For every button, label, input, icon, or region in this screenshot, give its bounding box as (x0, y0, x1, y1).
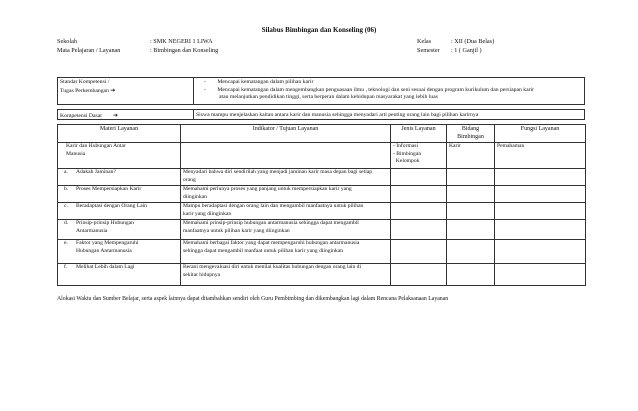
standar-item: Mencapai kematangan dalam mengembangkan penguasaan ilmu , teknologi dan seni sesuai dengan program kurikulum dan persiapan karir (217, 86, 534, 93)
kompetensi-text: Siswa mampu menjelaskan kaitan antara karir dan manusia sehingga menyadari arti penting orang lain bagi pilihan karirnya (196, 111, 479, 118)
standar-items: - Mencapai kematangan dalam pilihan karir - Mencapai kematangan dalam mengembangkan penguasaan ilmu , teknologi dan seni sesuai dengan program kurikulum dan persiapan karir atau melanjutkan pendidikan tinggi, serta berperan dalam kehidupan masyarakat yang lebih luas (204, 79, 534, 101)
topic-jenis: - Informasi - Bimbingan Kelompok (391, 142, 447, 168)
table-row (58, 202, 586, 219)
header-subject (57, 46, 357, 55)
class-label: Kelas (417, 38, 432, 45)
row-materi: d. Prinsip-prinsip Hubungan Antarmanusia (58, 219, 181, 239)
header-materi: Materi Layanan (58, 125, 181, 143)
kompetensi-label: Kompetensi Dasar ➔ (60, 111, 119, 119)
table-row (58, 239, 586, 263)
topic-materi: Karir dan Hubungan Antar Manusia (58, 142, 181, 168)
row-indikator: Menyadari bahwa diri sendirilah yang menjadi jaminan karir masa depan bagi setiap orang (181, 168, 391, 185)
table-row (58, 263, 586, 285)
row-indikator: Memahami perlunya proses yang panjang untuk mempersiapkan karir yang diinginkan (181, 185, 391, 202)
standar-label: Standar Kompetensi / Tugas Perkembangan ➔ (60, 79, 116, 94)
topic-fungsi: Pemahaman (495, 142, 586, 168)
header-fungsi: Fungsi Layanan (495, 125, 586, 143)
school-value: : SMK NEGERI 1 LIWA (150, 38, 213, 45)
standar-item: Mencapai kematangan dalam pilihan karir (217, 79, 314, 85)
header-bidang: Bidang Bimbingan (447, 125, 495, 143)
kompetensi-dasar-box (57, 109, 585, 120)
row-indikator: Memahami berbagai faktor yang dapat mempengaruhi hubungan antarmanusia sehingga dapat mengambil manfaat untuk pilihan karir yang diinginkan (181, 239, 391, 263)
semester-label: Semester (417, 47, 440, 54)
table-header-row (58, 125, 586, 143)
header-semester (417, 46, 577, 55)
row-materi: f. Melihat Lebih dalam Lagi (58, 263, 181, 285)
footer-note: Alokasi Waktu dan Sumber Belajar, serta aspek lainnya dapat ditambahkan sendiri oleh Guru Pembimbing dan dikembangkan lagi dalam Rencana Pelaksanaan Layanan (57, 296, 449, 302)
topic-bidang: Karir (447, 142, 495, 168)
row-materi: c. Beradaptasi dengan Orang Lain (58, 202, 181, 219)
arrow-right-icon: ➔ (113, 111, 119, 119)
syllabus-table (57, 124, 586, 286)
table-row (58, 219, 586, 239)
standar-item: atau melanjutkan pendidikan tinggi, serta berperan dalam kehidupan masyarakat yang lebih luas (219, 94, 438, 101)
document-title: Silabus Bimbingan dan Konseling (06) (261, 26, 377, 34)
header-school (57, 37, 357, 46)
row-indikator: Mampu beradaptasi dengan orang lain dan mengambil manfaatnya untuk pilihan karir yang diinginkan (181, 202, 391, 219)
table-row (58, 185, 586, 202)
row-indikator: Memahami prinsip-prinsip hubungan antarmanusia sehingga dapat mengambil manfaatnya untuk pilihan karir yang diinginkan (181, 219, 391, 239)
table-row (58, 168, 586, 185)
header-class (417, 37, 577, 46)
arrow-right-icon: ➔ (110, 86, 116, 94)
topic-indikator (181, 142, 391, 168)
semester-value: : 1 ( Ganjil ) (451, 47, 482, 54)
subject-label: Mata Pelajaran / Layanan (57, 47, 121, 54)
row-indikator: Berani mengevaluasi diri untuk menilai kualitas hubungan dengan orang lain di sekitar hidupnya (181, 263, 391, 285)
subject-value: : Bimbingan dan Konseling (150, 47, 219, 54)
row-materi: a. Adakah Jaminan? (58, 168, 181, 185)
school-label: Sekolah (57, 38, 77, 45)
header-indikator: Indikator / Tujuan Layanan (181, 125, 391, 143)
header-jenis: Jenis Layanan (391, 125, 447, 143)
standar-kompetensi-box (57, 77, 585, 105)
row-materi: e. Faktor yang Mempengaruhi Hubungan Antarmanusia (58, 239, 181, 263)
table-row-topic (58, 142, 586, 168)
class-value: : XII (Dua Belas) (451, 38, 495, 45)
row-materi: b. Proses Mempersiapkan Karir (58, 185, 181, 202)
